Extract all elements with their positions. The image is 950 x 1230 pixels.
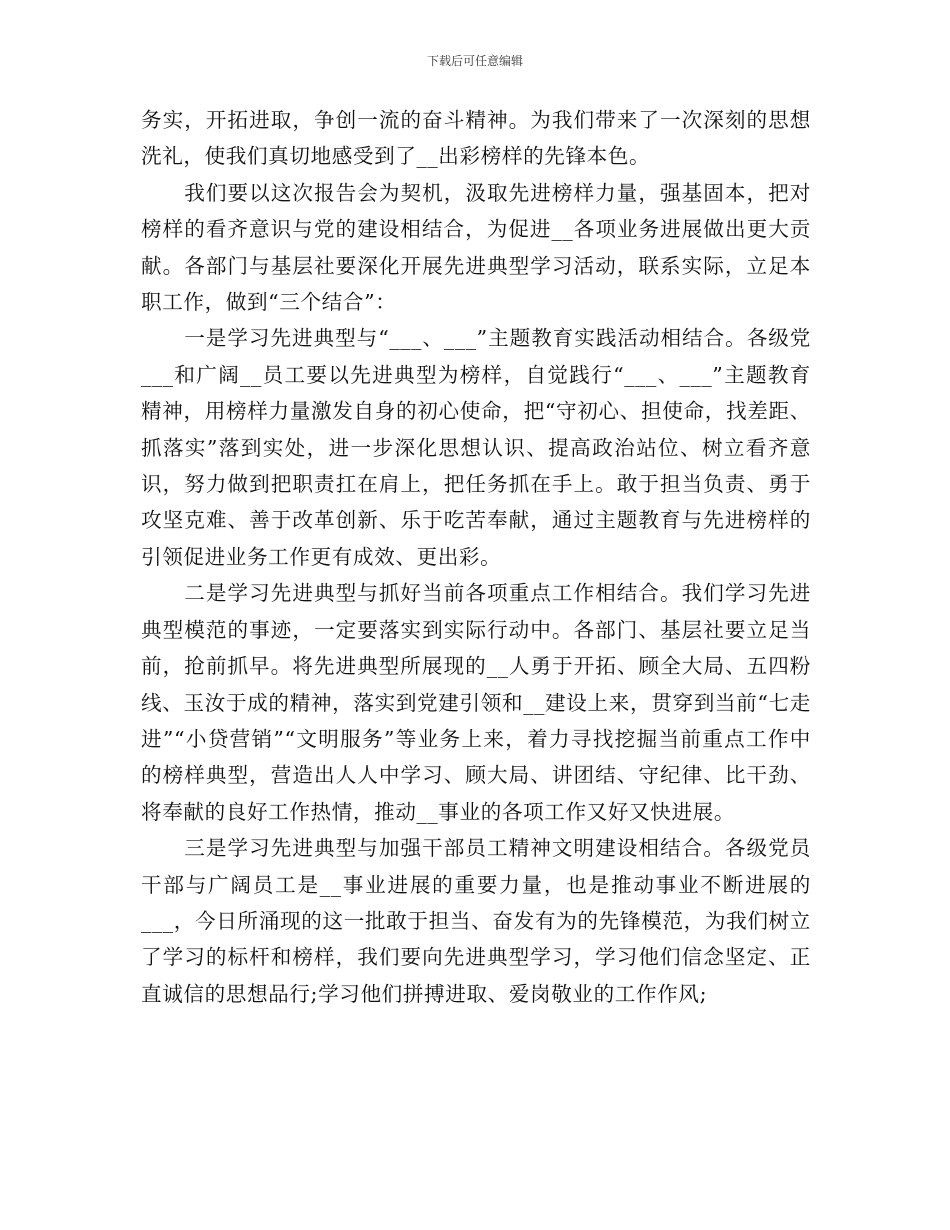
paragraph-4: 二是学习先进典型与抓好当前各项重点工作相结合。我们学习先进典型模范的事迹，一定要落实到实际行动中。各部门、基层社要立足当前，抢前抓早。将先进典型所展现的__人勇于开拓、顾全大局、五四粉线、玉汝于成的精神，落实到党建引领和__建设上来，贯穿到当前“七走进”“小贷营销”“文明服务”等业务上来，着力寻找挖掘当前重点工作中的榜样典型，营造出人人中学习、顾大局、讲团结、守纪律、比干劲、将奉献的良好工作热情，推动__事业的各项工作又好又快进展。 xyxy=(141,581,811,824)
paragraph-1: 务实，开拓进取，争创一流的奋斗精神。为我们带来了一次深刻的思想洗礼，使我们真切地感受到了__出彩榜样的先锋本色。 xyxy=(141,108,811,169)
paragraph-2: 我们要以这次报告会为契机，汲取先进榜样力量，强基固本，把对榜样的看齐意识与党的建设相结合，为促进__各项业务进展做出更大贡献。各部门与基层社要深化开展先进典型学习活动，联系实际，立足本职工作，做到“三个结合”： xyxy=(141,180,811,315)
document-body xyxy=(141,102,811,1012)
page-header: 下载后可任意编辑 xyxy=(426,54,523,68)
paragraph-3: 一是学习先进典型与“___、___”主题教育实践活动相结合。各级党___和广阔__员工要以先进典型为榜样，自觉践行“___、___”主题教育精神，用榜样力量激发自身的初心使命，把“守初心、担使命，找差距、抓落实”落到实处，进一步深化思想认识、提高政治站位、树立看齐意识，努力做到把职责扛在肩上，把任务抓在手上。敢于担当负责、勇于攻坚克难、善于改革创新、乐于吃苦奉献，通过主题教育与先进榜样的引领促进业务工作更有成效、更出彩。 xyxy=(141,326,811,569)
paragraph-5: 三是学习先进典型与加强干部员工精神文明建设相结合。各级党员干部与广阔员工是__事业进展的重要力量，也是推动事业不断进展的___，今日所涌现的这一批敢于担当、奋发有为的先锋模范，为我们树立了学习的标杆和榜样，我们要向先进典型学习，学习他们信念坚定、正直诚信的思想品行;学习他们拼搏进取、爱岗敬业的工作作风; xyxy=(141,836,811,1006)
